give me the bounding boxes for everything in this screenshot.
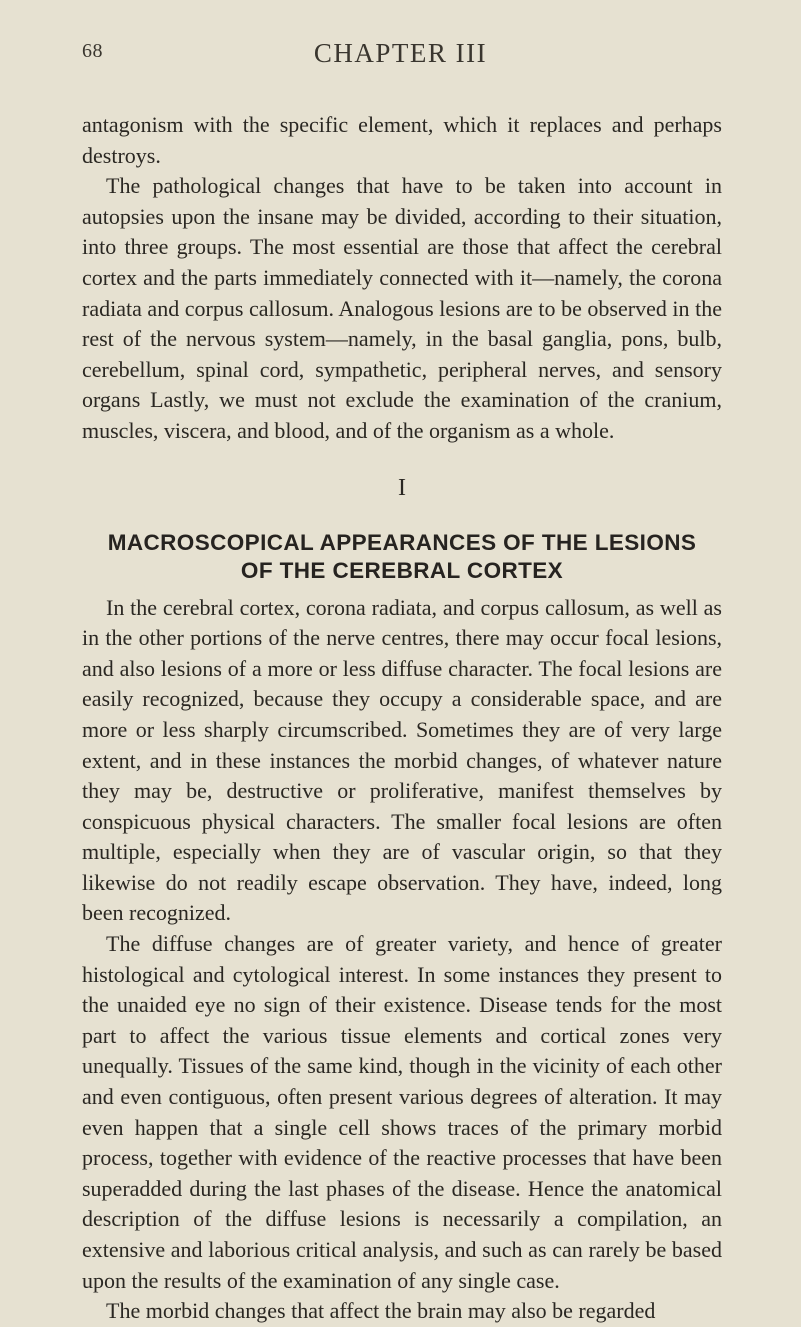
paragraph-pathological-changes: The pathological changes that have to be taken into account in autopsies upon the insane may be divided, according to their situation, into three groups. The most essential are those that affect the cerebral cortex and the parts immediately connected with it—namely, the corona radiata and corpus callosum. Analogous lesions are to be observed in the rest of the nervous system—namely, in the basal ganglia, pons, bulb, cerebellum, spinal cord, sympathetic, peripheral nerves, and sensory organs Lastly, we must not exclude the examination of the cranium, muscles, viscera, and blood, and of the organism as a whole. xyxy=(82,173,722,443)
section-title-line-2: OF THE CEREBRAL CORTEX xyxy=(240,557,564,583)
body-text xyxy=(82,110,722,1327)
paragraph-focal-lesions: In the cerebral cortex, corona radiata, and corpus callosum, as well as in the other portions of the nerve centres, there may occur focal lesions, and also lesions of a more or less diffuse character. The focal lesions are easily recognized, because they occupy a considerable space, and are more or less sharply circumscribed. Sometimes they are of very large extent, and in these instances the morbid changes, of whatever nature they may be, destructive or proliferative, manifest themselves by conspicuous physical characters. The smaller focal lesions are often multiple, especially when they are of vascular origin, so that they likewise do not readily escape observation. They have, indeed, long been recognized. xyxy=(82,594,722,926)
paragraph-morbid-changes: The morbid changes that affect the brain may also be regarded xyxy=(106,1298,656,1324)
paragraph-diffuse-changes: The diffuse changes are of greater variety, and hence of greater histological and cytological interest. In some instances they present to the unaided eye no sign of their existence. Disease tends for the most part to affect the various tissue elements and cortical zones very unequally. Tissues of the same kind, though in the vicinity of each other and even contiguous, often present various degrees of alteration. It may even happen that a single cell shows traces of the primary morbid process, together with evidence of the reactive processes that have been superadded during the last phases of the disease. Hence the anatomical description of the diffuse lesions is necessarily a compilation, an extensive and laborious critical analysis, and such as can rarely be based upon the results of the examination of any single case. xyxy=(82,931,722,1293)
page-number: 68 xyxy=(82,40,103,62)
page-header xyxy=(0,36,801,76)
section-title-line-1: MACROSCOPICAL APPEARANCES OF THE LESIONS xyxy=(107,529,697,555)
section-number: I xyxy=(398,474,406,501)
running-head: CHAPTER III xyxy=(313,38,488,68)
paragraph-continuation: antagonism with the specific element, which it replaces and perhaps destroys. xyxy=(82,112,722,168)
section-heading xyxy=(82,473,722,585)
